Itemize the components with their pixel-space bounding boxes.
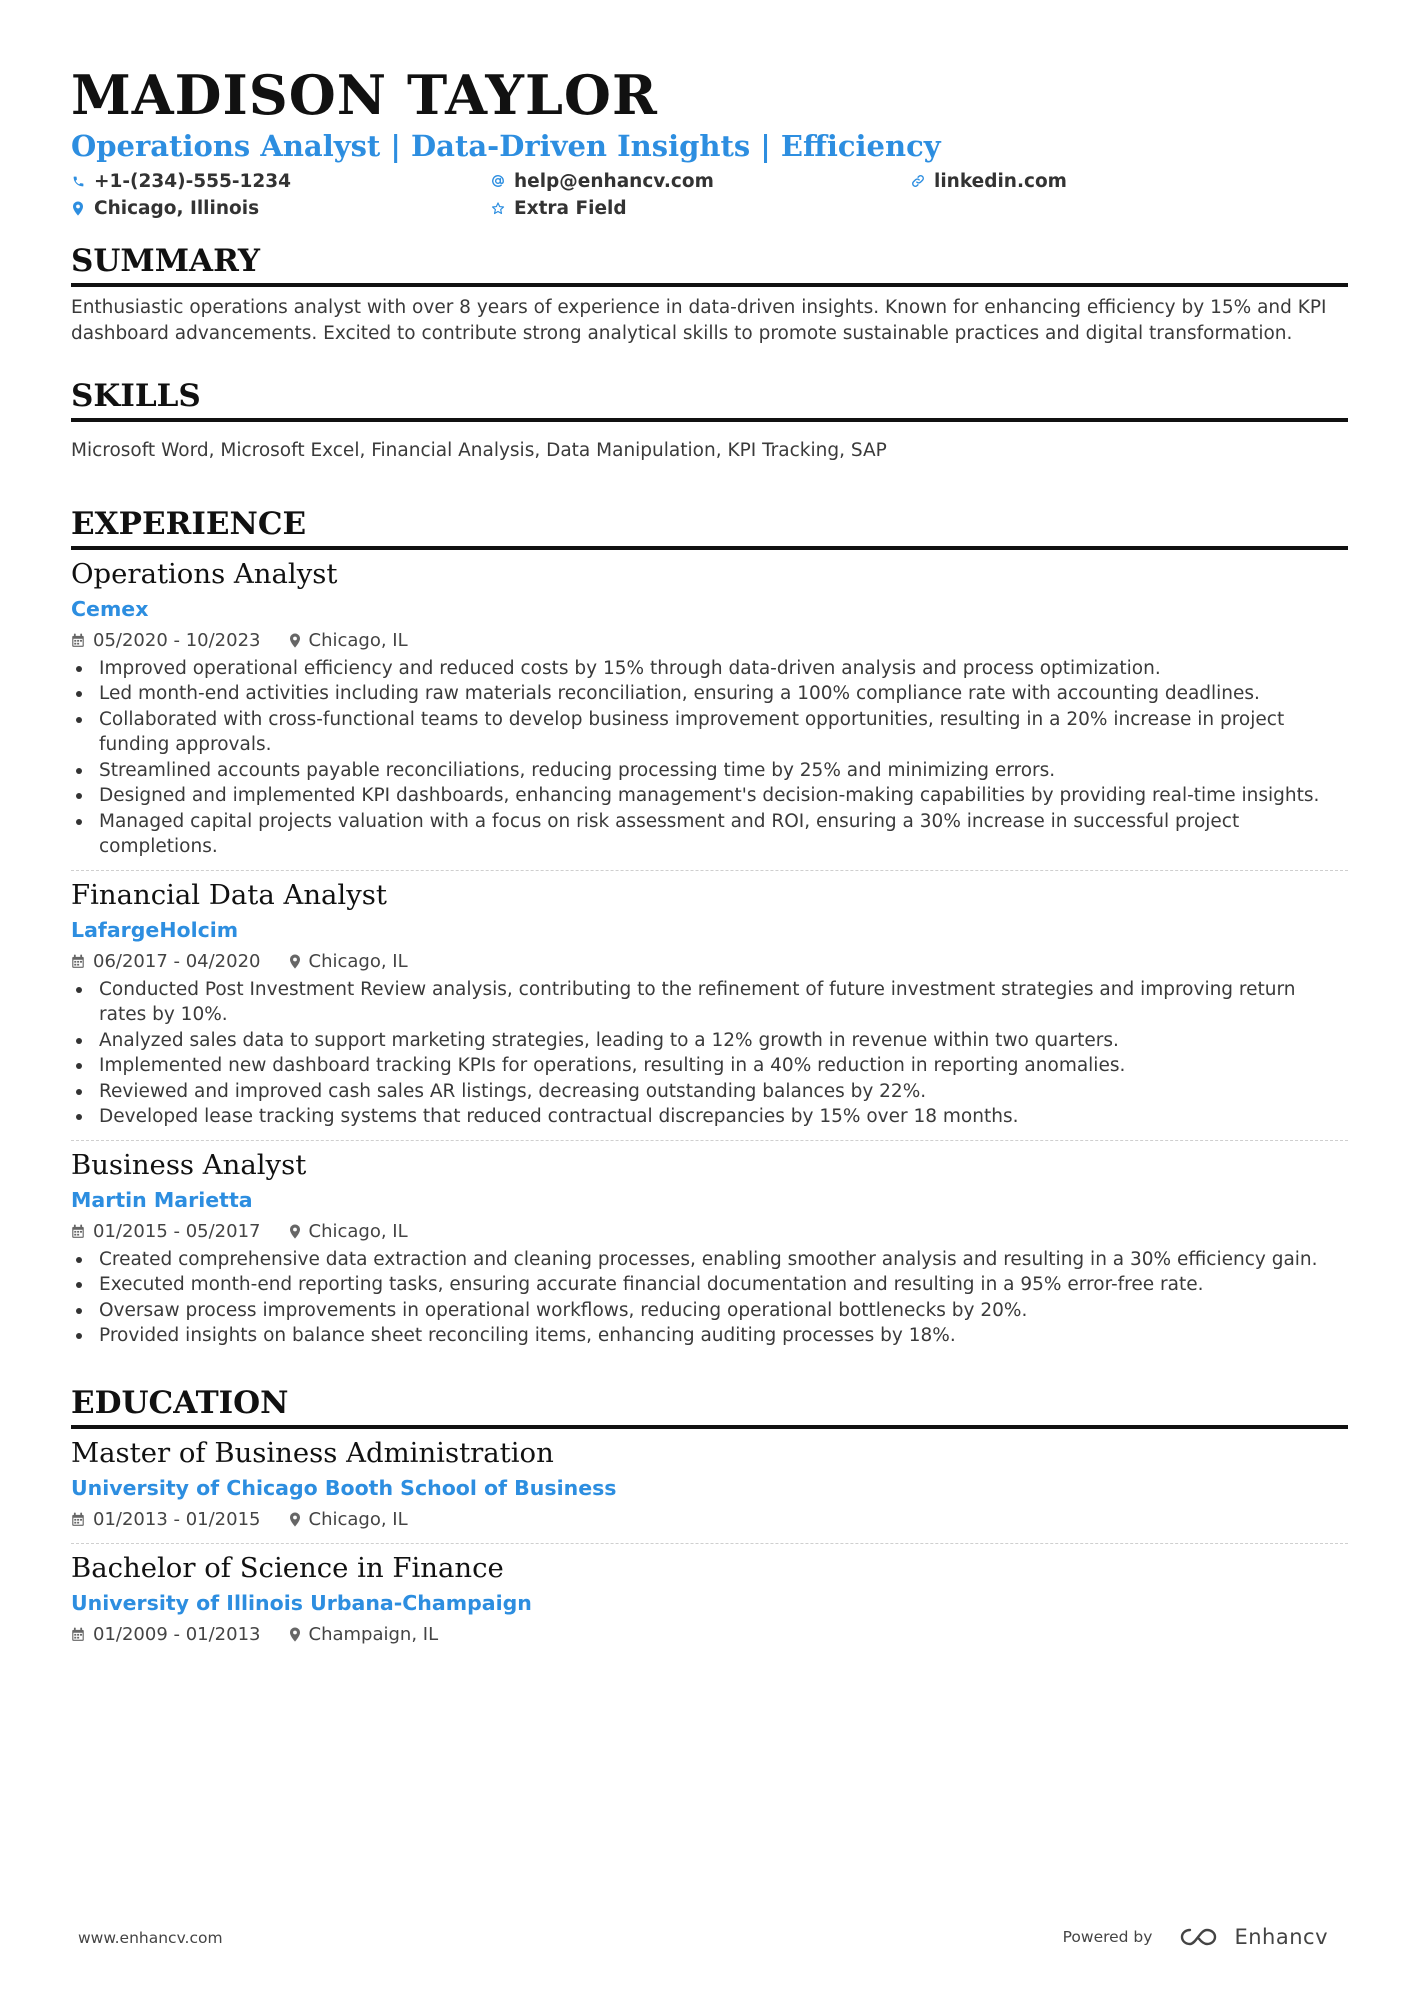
job-location <box>289 949 408 975</box>
degree-title: Bachelor of Science in Finance <box>71 1551 504 1584</box>
enhancv-infinity-icon <box>1178 1926 1224 1948</box>
experience-item <box>71 556 1348 871</box>
education-location <box>289 1507 408 1533</box>
location-text: Champaign, IL <box>308 1623 439 1645</box>
job-location <box>289 1219 408 1245</box>
education-section <box>71 1383 1348 1648</box>
calendar-icon <box>71 954 85 969</box>
section-divider <box>71 418 1348 422</box>
email-text: help@enhancv.com <box>514 170 714 192</box>
enhancv-logo <box>1178 1925 1328 1949</box>
job-meta <box>71 628 1348 654</box>
contact-email[interactable] <box>491 170 911 192</box>
item-divider <box>71 870 1348 871</box>
education-meta <box>71 1622 1348 1648</box>
resume-header <box>71 62 1348 219</box>
experience-section <box>71 504 1348 1349</box>
contact-list <box>71 170 1348 219</box>
headline: Operations Analyst | Data-Driven Insights | Efficiency <box>71 129 941 163</box>
bullet-item: Managed capital projects valuation with a focus on risk assessment and ROI, ensuring a 30% increase in successful project completions. <box>71 809 1348 860</box>
job-bullets <box>71 977 1348 1130</box>
phone-icon <box>71 173 85 189</box>
bullet-item: Streamlined accounts payable reconciliations, reducing processing time by 25% and minimizing errors. <box>71 758 1348 784</box>
dates-text: 05/2020 - 10/2023 <box>93 629 261 651</box>
bullet-item: Designed and implemented KPI dashboards, enhancing management's decision-making capabilities by providing real-time insights. <box>71 783 1348 809</box>
bullet-item: Developed lease tracking systems that reduced contractual discrepancies by 15% over 18 months. <box>71 1104 1348 1130</box>
bullet-item: Created comprehensive data extraction and cleaning processes, enabling smoother analysis and resulting in a 30% efficiency gain. <box>71 1247 1348 1273</box>
contact-location <box>71 197 491 219</box>
education-location <box>289 1622 439 1648</box>
extra-field-text: Extra Field <box>514 197 627 219</box>
job-title: Business Analyst <box>71 1148 307 1181</box>
job-title: Operations Analyst <box>71 557 338 590</box>
link-icon <box>911 173 925 189</box>
phone-text: +1-(234)-555-1234 <box>94 170 292 192</box>
education-meta <box>71 1507 1348 1533</box>
skills-section <box>71 376 1348 464</box>
bullet-item: Oversaw process improvements in operational workflows, reducing operational bottlenecks by 20%. <box>71 1298 1348 1324</box>
school-name: University of Chicago Booth School of Business <box>71 1475 617 1500</box>
education-item <box>71 1550 1348 1648</box>
contact-phone[interactable] <box>71 170 491 192</box>
footer-url[interactable]: www.enhancv.com <box>78 1929 223 1947</box>
location-text: Chicago, Illinois <box>94 197 260 219</box>
candidate-name: MADISON TAYLOR <box>71 63 658 127</box>
dates-text: 01/2009 - 01/2013 <box>93 1623 261 1645</box>
bullet-item: Executed month-end reporting tasks, ensuring accurate financial documentation and resulting in a 95% error-free rate. <box>71 1272 1348 1298</box>
item-divider <box>71 1543 1348 1544</box>
item-divider <box>71 1140 1348 1141</box>
bullet-item: Collaborated with cross-functional teams to develop business improvement opportunities, resulting in a 20% increase in project funding approvals. <box>71 707 1348 758</box>
calendar-icon <box>71 633 85 648</box>
section-title: EXPERIENCE <box>71 505 307 542</box>
education-item <box>71 1435 1348 1544</box>
powered-by-label: Powered by <box>1062 1928 1153 1946</box>
location-pin-icon <box>289 1224 301 1239</box>
resume-page <box>71 62 1348 1648</box>
calendar-icon <box>71 1224 85 1239</box>
skills-text: Microsoft Word, Microsoft Excel, Financial Analysis, Data Manipulation, KPI Tracking, SAP <box>71 440 887 461</box>
star-icon <box>491 200 505 216</box>
location-pin-icon <box>289 1627 301 1642</box>
at-icon <box>491 173 505 189</box>
bullet-item: Led month-end activities including raw materials reconciliation, ensuring a 100% compliance rate with accounting deadlines. <box>71 681 1348 707</box>
location-pin-icon <box>71 200 85 216</box>
location-pin-icon <box>289 1512 301 1527</box>
brand-name: Enhancv <box>1234 1925 1328 1949</box>
section-divider <box>71 283 1348 287</box>
section-divider <box>71 546 1348 550</box>
location-text: Chicago, IL <box>308 1508 408 1530</box>
section-title: EDUCATION <box>71 1384 289 1421</box>
calendar-icon <box>71 1627 85 1642</box>
dates-text: 06/2017 - 04/2020 <box>93 950 261 972</box>
location-text: Chicago, IL <box>308 1220 408 1242</box>
dates-text: 01/2013 - 01/2015 <box>93 1508 261 1530</box>
section-divider <box>71 1425 1348 1429</box>
job-dates <box>71 949 261 975</box>
job-location <box>289 628 408 654</box>
location-pin-icon <box>289 954 301 969</box>
job-bullets <box>71 1247 1348 1349</box>
degree-title: Master of Business Administration <box>71 1436 554 1469</box>
contact-linkedin[interactable] <box>911 170 1331 192</box>
job-bullets <box>71 656 1348 860</box>
company-name: LafargeHolcim <box>71 917 239 942</box>
dates-text: 01/2015 - 05/2017 <box>93 1220 261 1242</box>
job-title: Financial Data Analyst <box>71 878 387 911</box>
job-meta <box>71 949 1348 975</box>
contact-extra <box>491 197 911 219</box>
bullet-item: Improved operational efficiency and reduced costs by 15% through data-driven analysis and process optimization. <box>71 656 1348 682</box>
experience-item <box>71 877 1348 1141</box>
job-dates <box>71 628 261 654</box>
section-title: SKILLS <box>71 378 201 414</box>
education-dates <box>71 1622 261 1648</box>
bullet-item: Implemented new dashboard tracking KPIs for operations, resulting in a 40% reduction in reporting anomalies. <box>71 1053 1348 1079</box>
powered-by[interactable] <box>1063 1925 1328 1949</box>
education-dates <box>71 1507 261 1533</box>
school-name: University of Illinois Urbana-Champaign <box>71 1590 532 1615</box>
page-footer <box>78 1925 1328 1955</box>
summary-section <box>71 241 1348 346</box>
bullet-item: Reviewed and improved cash sales AR listings, decreasing outstanding balances by 22%. <box>71 1079 1348 1105</box>
section-title: SUMMARY <box>71 243 261 279</box>
company-name: Martin Marietta <box>71 1187 253 1212</box>
location-pin-icon <box>289 633 301 648</box>
company-name: Cemex <box>71 596 149 621</box>
calendar-icon <box>71 1512 85 1527</box>
job-meta <box>71 1219 1348 1245</box>
bullet-item: Provided insights on balance sheet reconciling items, enhancing auditing processes by 18%. <box>71 1323 1348 1349</box>
bullet-item: Conducted Post Investment Review analysis, contributing to the refinement of future investment strategies and improving return rates by 10%. <box>71 977 1348 1028</box>
bullet-item: Analyzed sales data to support marketing strategies, leading to a 12% growth in revenue within two quarters. <box>71 1028 1348 1054</box>
experience-item <box>71 1147 1348 1349</box>
linkedin-text: linkedin.com <box>934 170 1067 192</box>
summary-text: Enthusiastic operations analyst with over 8 years of experience in data-driven insights. Known for enhancing efficiency by 15% and KPI dashboard advancements. Excited to contribute strong analytical skills to promote sustainable practices and digital transformation. <box>71 297 1327 344</box>
job-dates <box>71 1219 261 1245</box>
location-text: Chicago, IL <box>308 629 408 651</box>
location-text: Chicago, IL <box>308 950 408 972</box>
